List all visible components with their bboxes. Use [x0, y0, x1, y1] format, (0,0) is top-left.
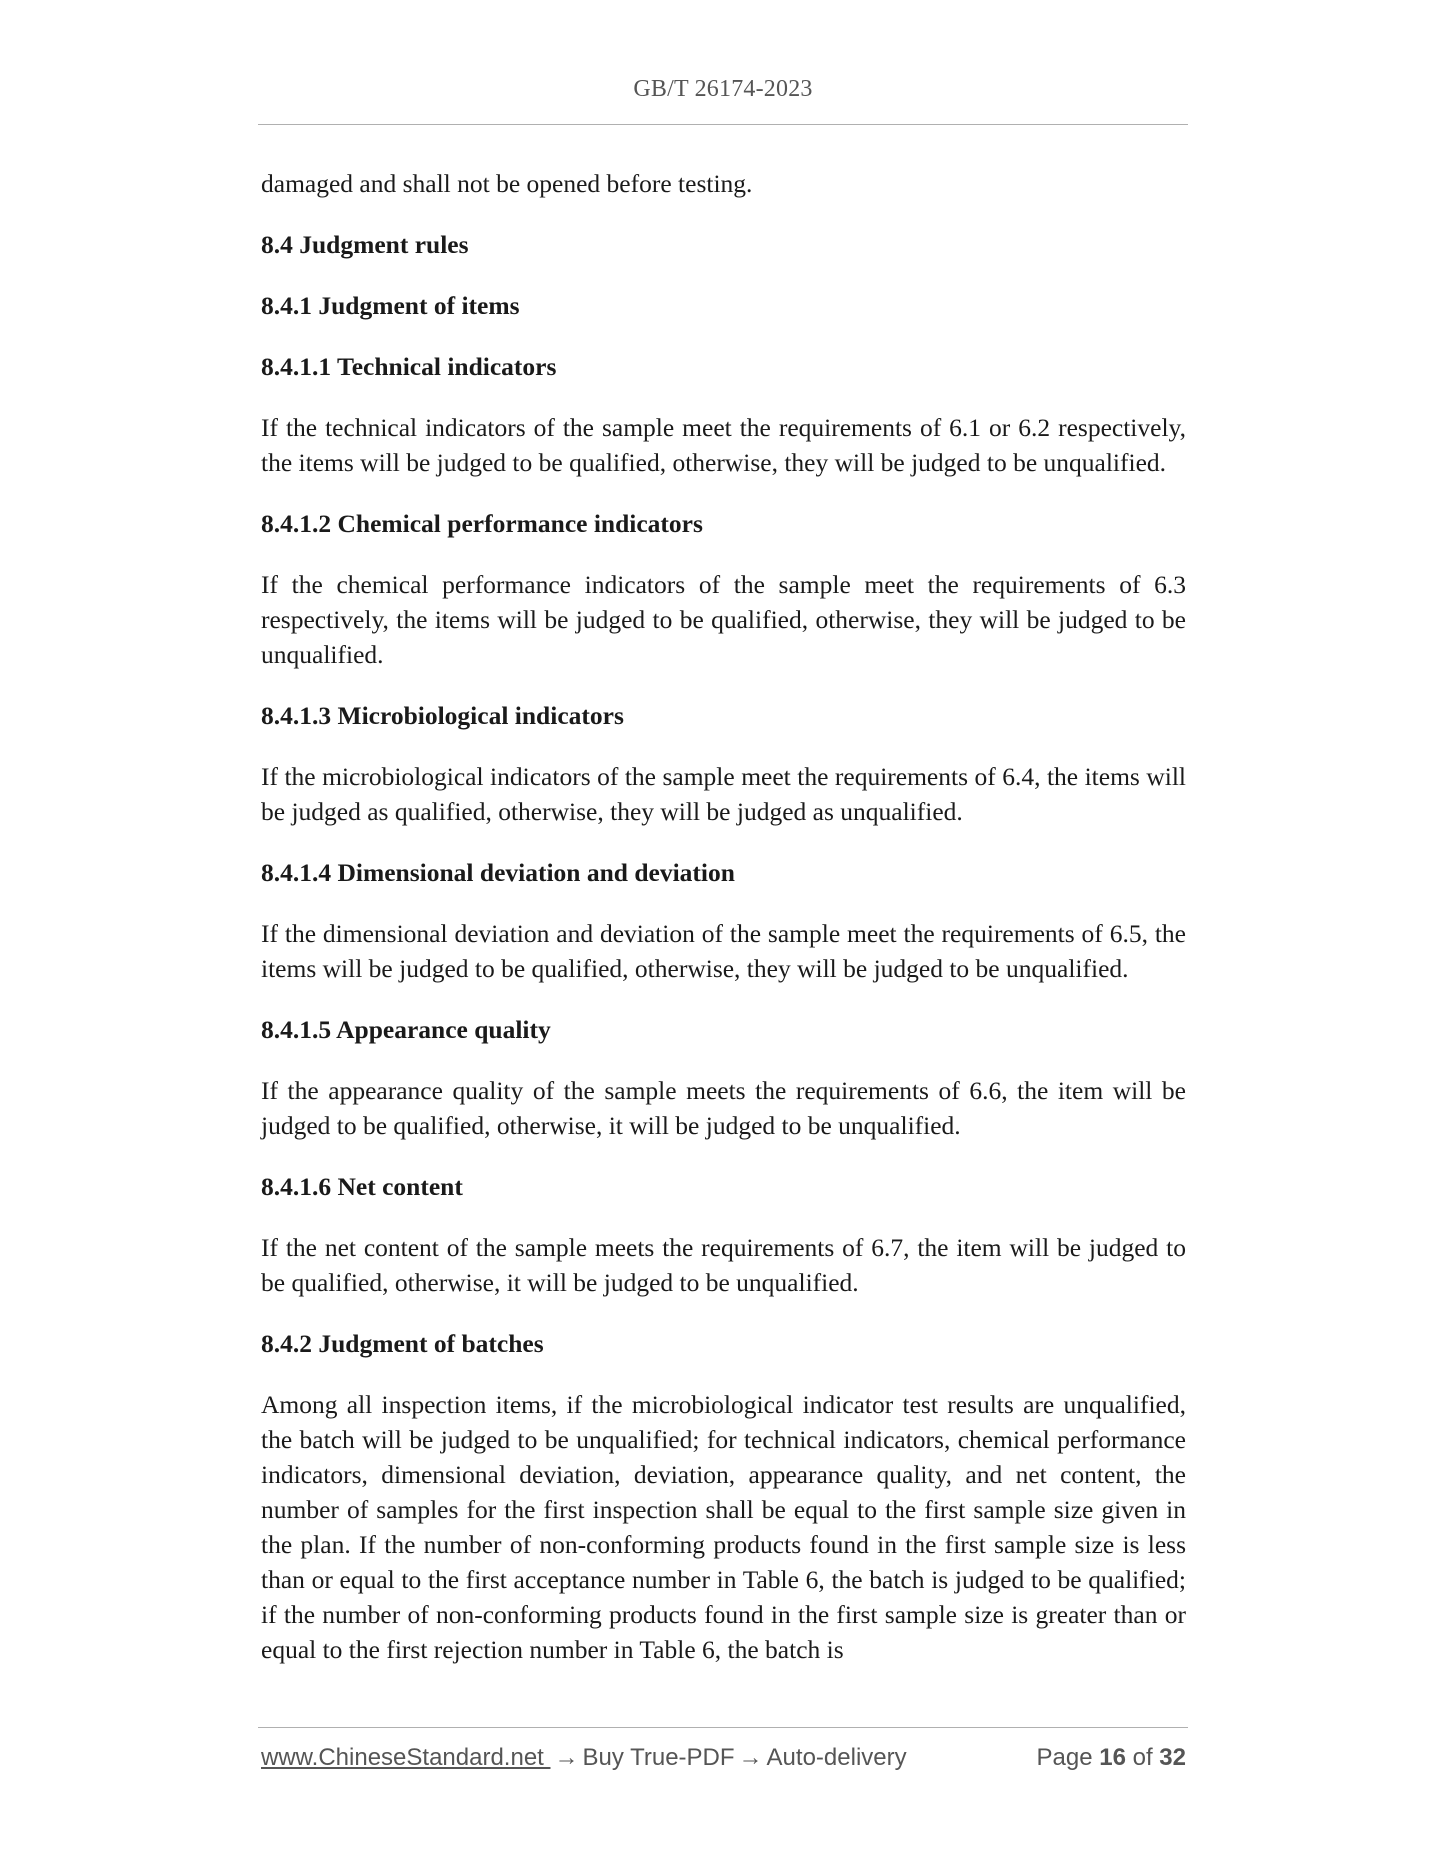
document-body — [261, 166, 1186, 1693]
arrow-right-icon: → — [738, 1744, 763, 1771]
buy-true-pdf-text: Buy True-PDF — [582, 1744, 735, 1771]
heading-8-4-1-2: 8.4.1.2 Chemical performance indicators — [261, 509, 703, 538]
heading-8-4-1-4: 8.4.1.4 Dimensional deviation and deviation — [261, 858, 735, 887]
footer-purchase-info — [261, 1744, 907, 1772]
current-page-number: 16 — [1099, 1744, 1126, 1771]
heading-8-4-2: 8.4.2 Judgment of batches — [261, 1329, 544, 1358]
of-label: of — [1132, 1744, 1153, 1771]
paragraph-8-4-2: Among all inspection items, if the microbiological indicator test results are unqualified, the batch will be judged to be unqualified; for technical indicators, chemical performance indicators, dimensional deviation, deviation, appearance quality, and net content, the number of samples for the first inspection shall be equal to the first sample size given in the plan. If the number of non-conforming products found in the first sample size is less than or equal to the first acceptance number in Table 6, the batch is judged to be qualified; if the number of non-conforming products found in the first sample size is greater than or equal to the first rejection number in Table 6, the batch is — [261, 1390, 1186, 1664]
page-footer — [261, 1744, 1186, 1778]
heading-8-4-1-3: 8.4.1.3 Microbiological indicators — [261, 701, 624, 730]
heading-8-4: 8.4 Judgment rules — [261, 230, 469, 259]
page-label: Page — [1036, 1744, 1093, 1771]
header-divider — [258, 124, 1188, 125]
auto-delivery-text: Auto-delivery — [766, 1744, 907, 1771]
page-counter — [1037, 1744, 1187, 1772]
paragraph-8-4-1-6: If the net content of the sample meets the requirements of 6.7, the item will be judged to be qualified, otherwise, it will be judged to be unqualified. — [261, 1233, 1186, 1297]
paragraph-8-4-1-5: If the appearance quality of the sample meets the requirements of 6.6, the item will be judged to be qualified, otherwise, it will be judged to be unqualified. — [261, 1076, 1186, 1140]
paragraph-8-4-1-2: If the chemical performance indicators of the sample meet the requirements of 6.3 respectively, the items will be judged to be qualified, otherwise, they will be judged to be unqualified. — [261, 570, 1186, 669]
website-link[interactable]: www.ChineseStandard.net — [261, 1744, 551, 1771]
page-header-standard-code: GB/T 26174-2023 — [633, 76, 813, 102]
heading-8-4-1-1: 8.4.1.1 Technical indicators — [261, 352, 557, 381]
paragraph-8-4-1-1: If the technical indicators of the sample meet the requirements of 6.1 or 6.2 respectively, the items will be judged to be qualified, otherwise, they will be judged to be unqualified. — [261, 413, 1186, 477]
total-pages-number: 32 — [1159, 1744, 1186, 1771]
arrow-right-icon: → — [554, 1744, 579, 1771]
heading-8-4-1-6: 8.4.1.6 Net content — [261, 1172, 463, 1201]
paragraph-8-4-1-4: If the dimensional deviation and deviation of the sample meet the requirements of 6.5, the items will be judged to be qualified, otherwise, they will be judged to be unqualified. — [261, 919, 1186, 983]
footer-divider — [258, 1727, 1188, 1728]
paragraph-8-4-1-3: If the microbiological indicators of the sample meet the requirements of 6.4, the items will be judged as qualified, otherwise, they will be judged as unqualified. — [261, 762, 1186, 826]
heading-8-4-1: 8.4.1 Judgment of items — [261, 291, 520, 320]
heading-8-4-1-5: 8.4.1.5 Appearance quality — [261, 1015, 551, 1044]
paragraph-continuation: damaged and shall not be opened before testing. — [261, 169, 753, 198]
